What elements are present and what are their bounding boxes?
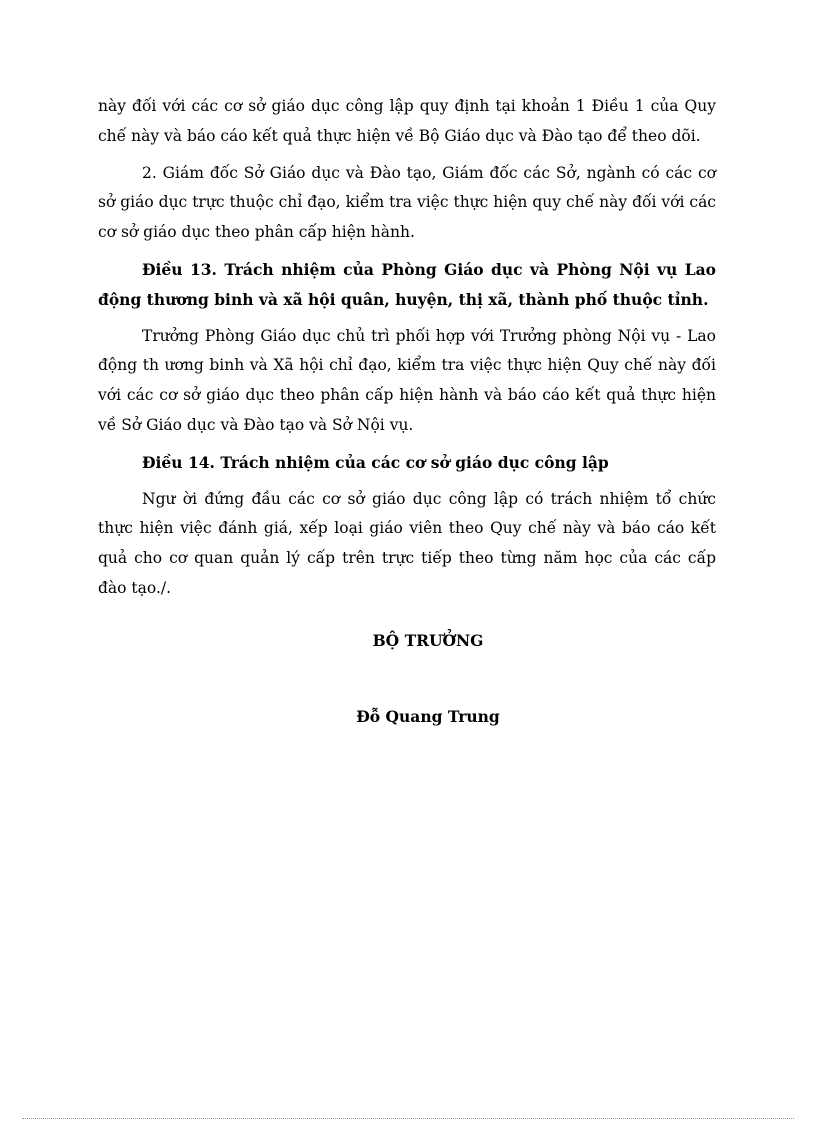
article-14-body: Ngư ời đứng đầu các cơ sở giáo dục công lập có trách nhiệm tổ chức thực hiện việc đánh giá, xếp loại giáo viên theo Quy chế này và báo cáo kết quả cho cơ quan quản lý cấp trên trực tiếp theo từng năm học của các cấp đào tạo./. <box>98 489 716 597</box>
article-13-heading: Điều 13. Trách nhiệm của Phòng Giáo dục và Phòng Nội vụ Lao động thương binh và xã hội quân, huyện, thị xã, thành phố thuộc tỉnh. <box>98 259 716 309</box>
page-bottom-rule <box>22 1118 794 1119</box>
article-13-body: Trưởng Phòng Giáo dục chủ trì phối hợp với Trưởng phòng Nội vụ - Lao động th ương binh và Xã hội chỉ đạo, kiểm tra việc thực hiện Quy chế này đối với các cơ sở giáo dục theo phân cấp hiện hành và báo cáo kết quả thực hiện về Sở Giáo dục và Đào tạo và Sở Nội vụ. <box>98 326 716 434</box>
signature-name: Đỗ Quang Trung <box>356 707 500 726</box>
article-14-heading: Điều 14. Trách nhiệm của các cơ sở giáo dục công lập <box>142 452 609 472</box>
signature-title: BỘ TRƯỞNG <box>372 631 484 650</box>
paragraph-clause-2: 2. Giám đốc Sở Giáo dục và Đào tạo, Giám đốc các Sở, ngành có các cơ sở giáo dục trực thuộc chỉ đạo, kiểm tra việc thực hiện quy chế này đối với các cơ sở giáo dục theo phân cấp hiện hành. <box>98 163 716 242</box>
paragraph-continuation: này đối với các cơ sở giáo dục công lập quy định tại khoản 1 Điều 1 của Quy chế này và báo cáo kết quả thực hiện về Bộ Giáo dục và Đào tạo để theo dõi. <box>98 97 716 145</box>
document-body <box>98 92 716 604</box>
